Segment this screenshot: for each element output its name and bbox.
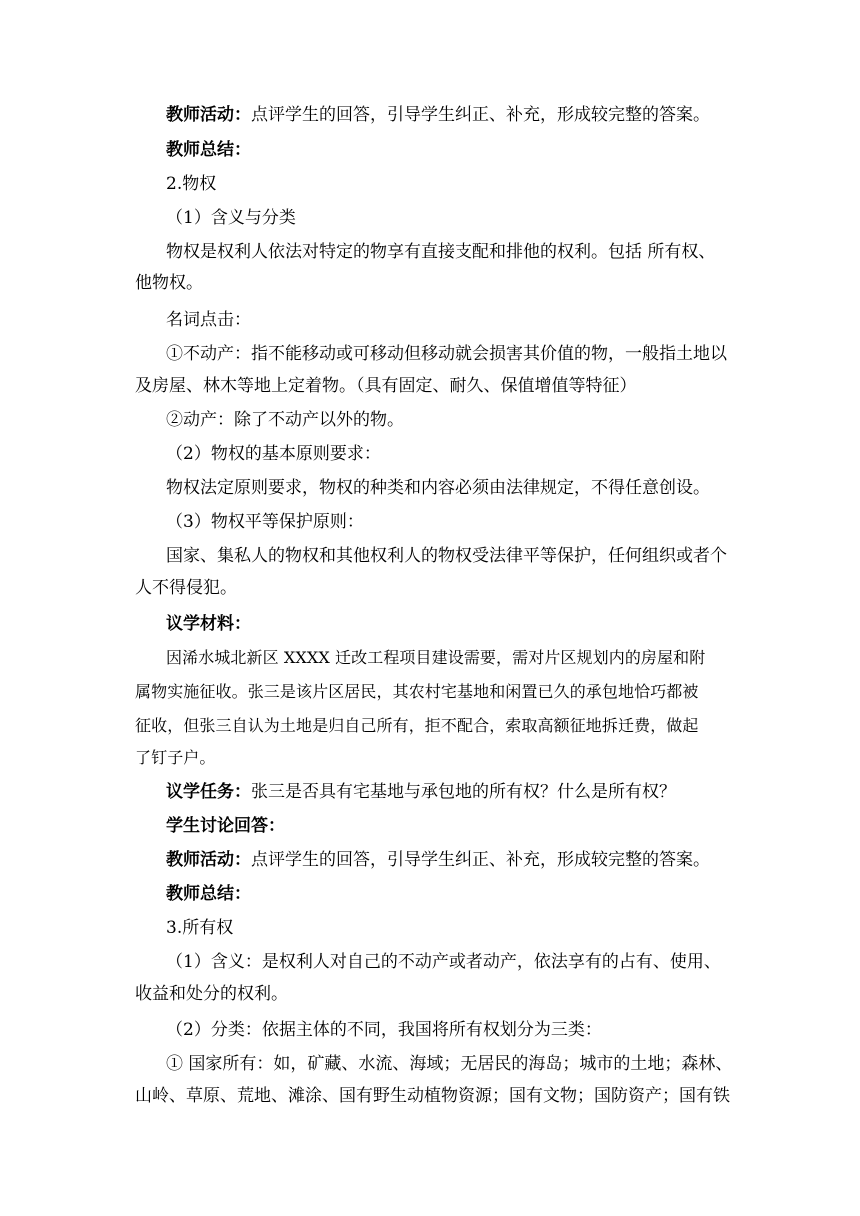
- teacher-activity-text: 点评学生的回答，引导学生纠正、补充，形成较完整的答案。: [251, 105, 710, 125]
- paragraph-line: ①不动产：指不能移动或可移动但移动就会损害其价值的物，一般指土地以: [166, 344, 727, 364]
- teacher-summary-label: 教师总结：: [166, 884, 251, 904]
- teacher-summary-label: 教师总结：: [166, 140, 251, 160]
- material-line: 了钉子户。: [135, 748, 216, 767]
- material-line: 因浠水城北新区 XXXX 迁改工程项目建设需要，需对片区规划内的房屋和附: [166, 648, 706, 667]
- subsection-heading: （1）含义与分类: [166, 208, 296, 228]
- paragraph-line: 名词点击：: [166, 310, 251, 330]
- paragraph-line: 山岭、草原、荒地、滩涂、国有野生动植物资源；国有文物；国防资产；国有铁: [135, 1086, 730, 1106]
- teacher-activity-label: 教师活动：: [166, 105, 251, 125]
- subsection-heading: （2）物权的基本原则要求：: [166, 444, 381, 464]
- paragraph-line: ②动产：除了不动产以外的物。: [166, 410, 404, 430]
- teacher-activity-line-2: [166, 849, 710, 871]
- paragraph-line: 他物权。: [135, 273, 203, 293]
- paragraph-line: 人不得侵犯。: [135, 578, 237, 598]
- discussion-material-line: [166, 613, 251, 635]
- subsection-heading: （3）物权平等保护原则：: [166, 512, 364, 532]
- discussion-task-line: [166, 781, 676, 803]
- student-discussion-line: [166, 815, 285, 837]
- paragraph-line: 国家、集私人的物权和其他权利人的物权受法律平等保护，任何组织或者个: [166, 546, 727, 566]
- discussion-material-label: 议学材料：: [166, 614, 251, 634]
- paragraph-line: 收益和处分的权利。: [135, 984, 288, 1004]
- paragraph-line: （2）分类：依据主体的不同，我国将所有权划分为三类：: [166, 1020, 602, 1040]
- material-line: 属物实施征收。张三是该片区居民，其农村宅基地和闲置已久的承包地恰巧都被: [135, 682, 699, 701]
- student-discussion-label: 学生讨论回答：: [166, 816, 285, 836]
- section-heading-real-right: 2.物权: [166, 174, 217, 194]
- discussion-task-text: 张三是否具有宅基地与承包地的所有权？什么是所有权？: [251, 782, 676, 802]
- paragraph-line: （1）含义：是权利人对自己的不动产或者动产，依法享有的占有、使用、: [166, 952, 721, 972]
- material-line: 征收，但张三自认为土地是归自己所有，拒不配合，索取高额征地拆迁费，做起: [135, 716, 699, 735]
- teacher-activity-label: 教师活动：: [166, 850, 251, 870]
- teacher-summary-line-1: [166, 139, 251, 161]
- teacher-activity-text: 点评学生的回答，引导学生纠正、补充，形成较完整的答案。: [251, 850, 710, 870]
- teacher-summary-line-2: [166, 883, 251, 905]
- section-heading-ownership: 3.所有权: [166, 918, 234, 938]
- discussion-task-label: 议学任务：: [166, 782, 251, 802]
- paragraph-line: 物权法定原则要求，物权的种类和内容必须由法律规定，不得任意创设。: [166, 478, 710, 498]
- paragraph-line: 物权是权利人依法对特定的物享有直接支配和排他的权利。包括 所有权、: [166, 242, 716, 262]
- teacher-activity-line-1: [166, 104, 710, 126]
- paragraph-line: 及房屋、林木等地上定着物。（具有固定、耐久、保值增值等特征）: [135, 376, 637, 396]
- paragraph-line: ① 国家所有：如，矿藏、水流、海域；无居民的海岛；城市的土地；森林、: [166, 1054, 733, 1074]
